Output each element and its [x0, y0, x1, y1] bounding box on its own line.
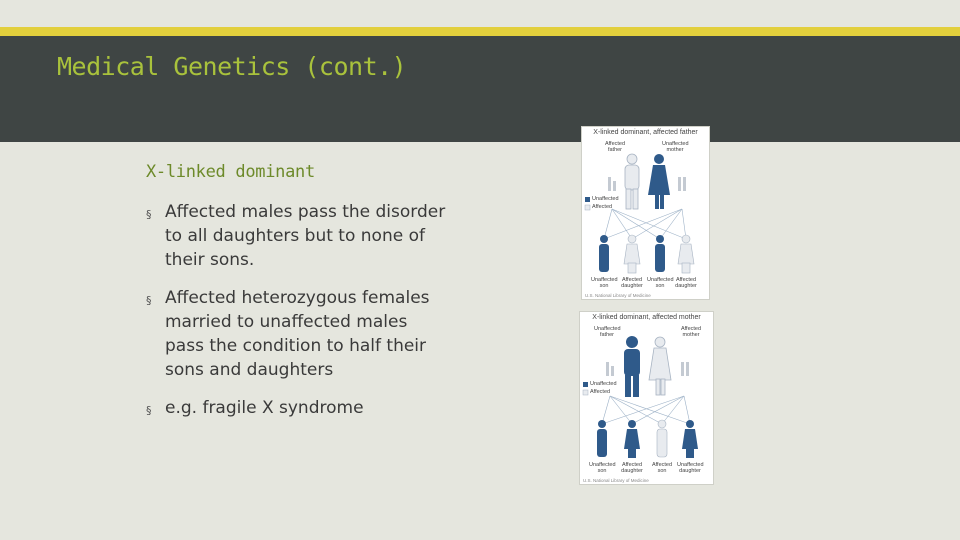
inheritance-lines: [602, 396, 690, 424]
legend-label: Affected: [592, 204, 613, 210]
child-label: Unaffected son: [591, 277, 618, 289]
bullet-item: [146, 200, 446, 272]
child-label: Unaffected son: [647, 277, 674, 289]
child-label: Affected daughter: [621, 277, 643, 289]
children-figures: [597, 420, 698, 458]
parent-label: Unaffected father: [594, 326, 621, 338]
inheritance-lines: [604, 209, 686, 239]
bullet-text: Affected males pass the disorder to all daughters but to none of their sons.: [165, 202, 446, 270]
child-label: Affected daughter: [621, 462, 643, 474]
legend-label: Unaffected: [592, 196, 619, 202]
parent-label: Unaffected mother: [662, 141, 689, 153]
parent-label: Affected father: [604, 141, 626, 153]
legend-label: Affected: [590, 389, 611, 395]
legend-swatches: [585, 197, 590, 210]
child-label: Affected son: [651, 462, 673, 474]
accent-stripe: [0, 27, 960, 36]
figure-title: X-linked dominant, affected father: [593, 129, 698, 136]
bullet-marker-icon: §: [146, 208, 152, 221]
legend-swatches: [583, 382, 588, 395]
figure-title: X-linked dominant, affected mother: [592, 314, 701, 321]
pedigree-figure-affected-father: [581, 126, 710, 300]
child-label: Unaffected son: [589, 462, 616, 474]
bullet-item: [146, 396, 446, 420]
pedigree-figure-affected-mother: [579, 311, 714, 485]
mother-figure: [649, 337, 671, 395]
father-figure: [624, 336, 640, 397]
slide-title: Medical Genetics (cont.): [57, 52, 407, 81]
parent-label: Affected mother: [680, 326, 702, 338]
legend-label: Unaffected: [590, 381, 617, 387]
bullet-list: [146, 200, 446, 420]
mother-figure: [648, 154, 670, 209]
chromosome-bars: [608, 177, 686, 191]
bullet-text: e.g. fragile X syndrome: [165, 398, 364, 418]
chromosome-bars: [606, 362, 689, 376]
bullet-text: Affected heterozygous females married to unaffected males pass the condition to half their sons and daughters: [165, 288, 430, 380]
children-figures: [599, 235, 694, 273]
figure-credit: U.S. National Library of Medicine: [583, 478, 649, 483]
child-label: Affected daughter: [675, 277, 697, 289]
child-label: Unaffected daughter: [677, 462, 704, 474]
subheading: X-linked dominant: [146, 162, 315, 182]
bullet-item: [146, 286, 446, 382]
father-figure: [625, 154, 639, 209]
bullet-marker-icon: §: [146, 404, 152, 417]
figure-credit: U.S. National Library of Medicine: [585, 293, 651, 298]
bullet-marker-icon: §: [146, 294, 152, 307]
